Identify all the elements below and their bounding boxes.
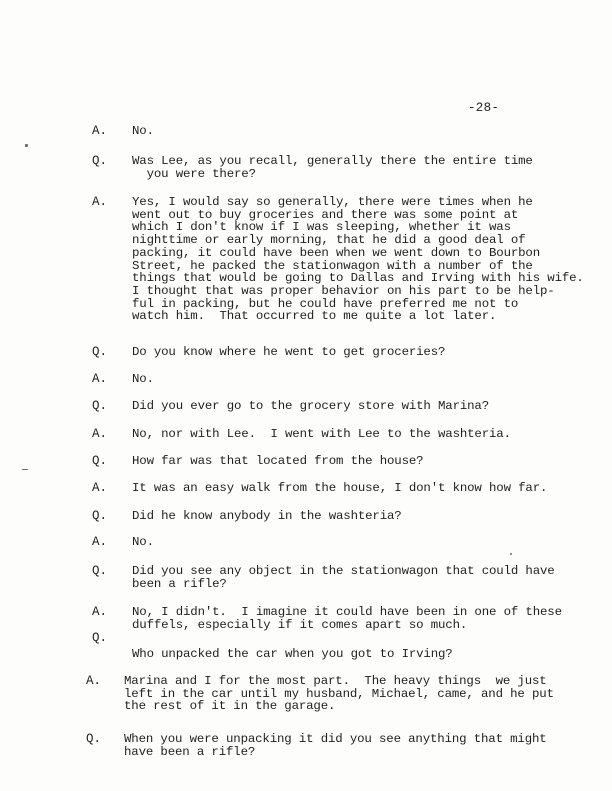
scan-speck: [25, 144, 28, 147]
speaker-label: Q.: [92, 631, 108, 645]
entry-text: No.: [132, 124, 154, 138]
speaker-label: Q.: [92, 564, 108, 578]
entry-text: No.: [132, 535, 154, 549]
entry-text: It was an easy walk from the house, I don't know how far.: [132, 481, 548, 495]
speaker-label: Q.: [92, 509, 108, 523]
speaker-label: Q.: [92, 345, 108, 359]
speaker-label: A.: [92, 605, 108, 619]
speaker-label: A.: [92, 372, 108, 386]
speaker-label: A.: [92, 535, 108, 549]
entry-text: How far was that located from the house?: [132, 454, 424, 468]
speaker-label: Q.: [92, 154, 108, 168]
entry-text: When you were unpacking it did you see anything that might have been a rifle?: [124, 732, 547, 759]
entry-text: No.: [132, 372, 154, 386]
entry-text: Do you know where he went to get groceries?: [132, 345, 446, 359]
entry-text: Was Lee, as you recall, generally there the entire time you were there?: [132, 154, 533, 181]
entry-text: Did you see any object in the stationwagon that could have been a rifle?: [132, 564, 555, 591]
speaker-label: Q.: [92, 454, 108, 468]
entry-text: Who unpacked the car when you got to Irving?: [132, 647, 453, 661]
entry-text: Yes, I would say so generally, there were times when he went out to buy groceries and there was some point at which I don't know if I was sleeping, whether it was nighttime or early morning, that he did a good deal of packing, it could have been when we went down to Bourbon Street, he packed the stationwagon with a number of the things that would be going to Dallas and Irving with his wife. I thought that was proper behavior on his part to be help- ful in packing, but he could have preferred me not to watch him. That occurred to me quite a lot later.: [132, 195, 584, 324]
entry-text: No, I didn't. I imagine it could have been in one of these duffels, especially if it comes apart so much.: [132, 605, 562, 632]
entry-text: Did he know anybody in the washteria?: [132, 509, 402, 523]
speaker-label: Q.: [86, 732, 102, 746]
speaker-label: A.: [92, 481, 108, 495]
speaker-label: A.: [86, 674, 102, 688]
entry-text: Marina and I for the most part. The heavy things we just left in the car until my husband, Michael, came, and he put the rest of it in the garage.: [124, 674, 554, 714]
speaker-label: A.: [92, 195, 108, 209]
scan-speck: [510, 553, 512, 555]
entry-text: Did you ever go to the grocery store with Marina?: [132, 399, 489, 413]
speaker-label: Q.: [92, 399, 108, 413]
scan-speck: [22, 469, 28, 470]
speaker-label: A.: [92, 427, 108, 441]
entry-text: No, nor with Lee. I went with Lee to the washteria.: [132, 427, 511, 441]
speaker-label: A.: [92, 124, 108, 138]
page-number: -28-: [468, 101, 500, 115]
